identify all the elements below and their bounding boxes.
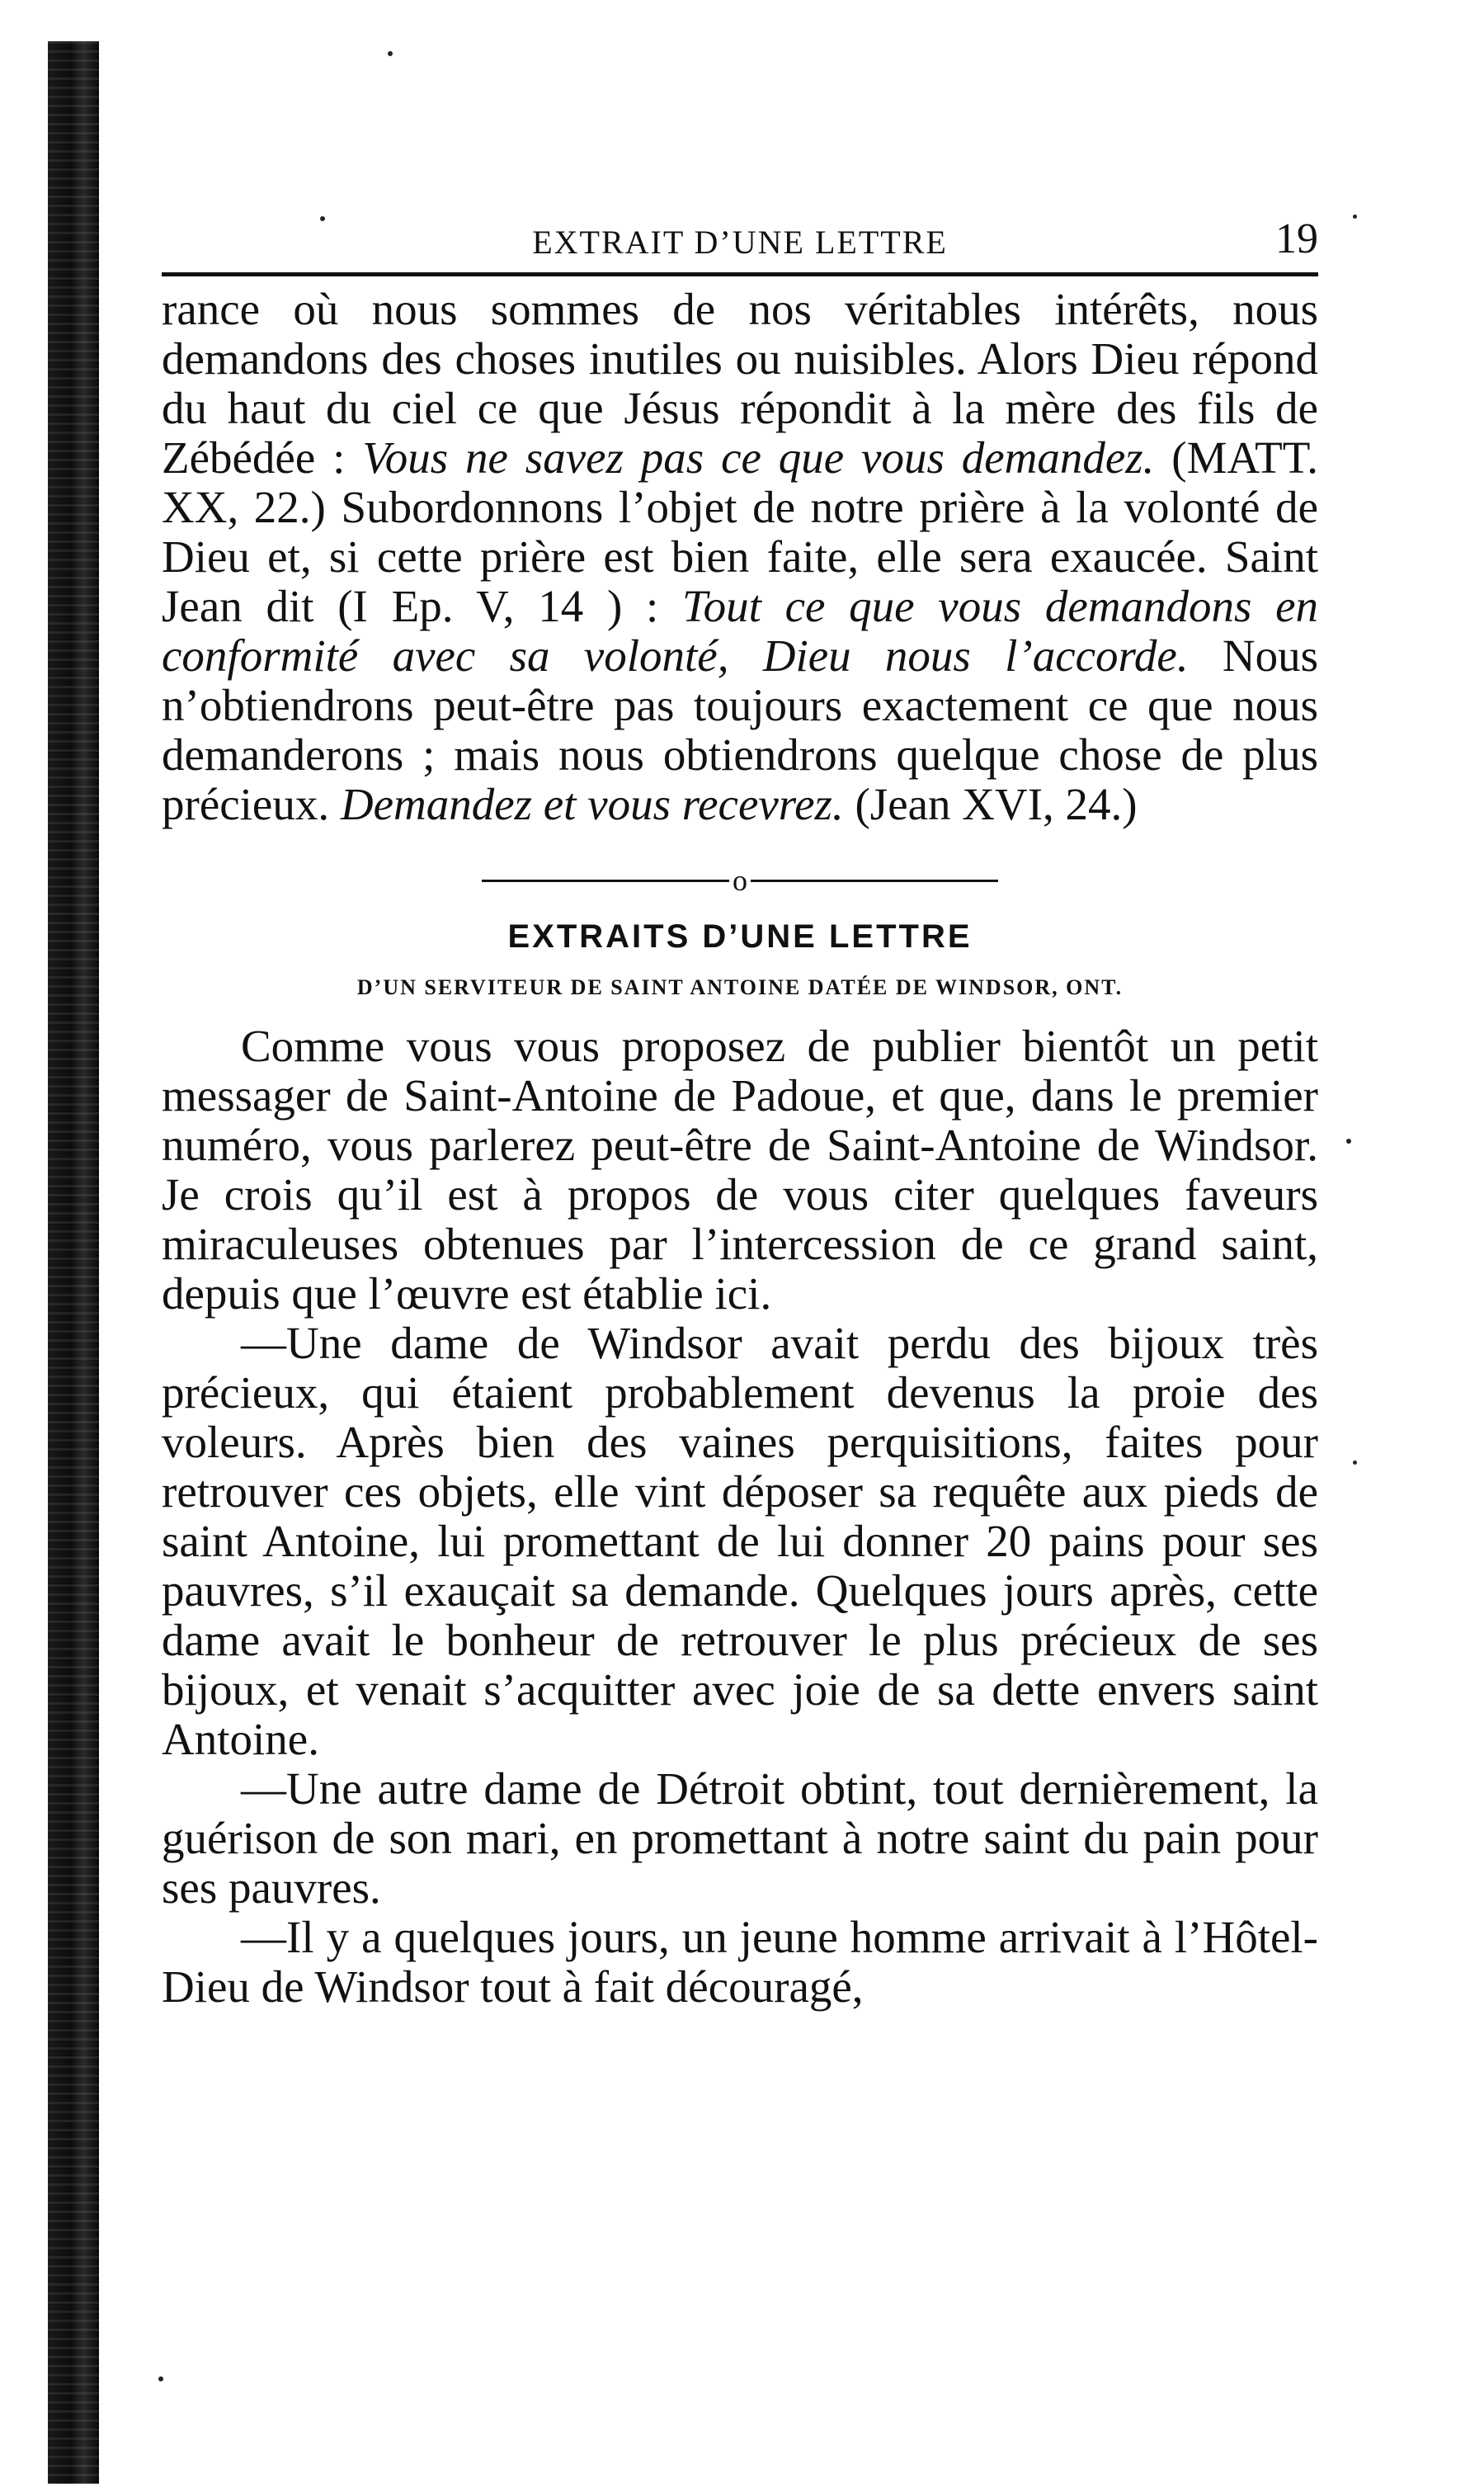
running-title: EXTRAIT D’UNE LETTRE [532, 224, 948, 261]
divider-ornament: o [733, 864, 747, 897]
body-paragraph: —Il y a quelques jours, un jeune homme arrivait à l’Hôtel-Dieu de Windsor tout à fait découragé, [162, 1912, 1318, 2012]
header-rule [162, 272, 1318, 276]
section-title: EXTRAITS D’UNE LETTRE [507, 918, 973, 955]
italic-quote: Demandez et vous recevrez. [340, 779, 844, 829]
book-page [162, 206, 1318, 2012]
body-paragraph: —Une dame de Windsor avait perdu des bijoux très précieux, qui étaient probablement devenus la proie des voleurs. Après bien des vaines perquisitions, faites pour retrouver ces objets, elle vint déposer sa requête aux pieds de saint Antoine, lui promettant de lui donner 20 pains pour ses pauvres, s’il exauçait sa demande. Quelques jours après, cette dame avait le bonheur de retrouver le plus précieux de ses bijoux, et venait s’acquitter avec joie de sa dette envers saint Antoine. [162, 1318, 1318, 1764]
italic-quote: Tout ce que vous demandons en conformité avec sa volonté, Dieu nous l’accorde. [162, 581, 1318, 681]
divider-rule-left [482, 880, 729, 882]
print-speck [1353, 215, 1357, 219]
body-paragraph: Comme vous vous proposez de publier bientôt un petit messager de Saint-Antoine de Padoue, et que, dans le premier numéro, vous parlerez peut-être de Saint-Antoine de Windsor. Je crois qu’il est à propos de vous citer quelques faveurs miraculeuses obtenues par l’intercession de ce grand saint, depuis que l’œuvre est établie ici. [162, 1021, 1318, 1319]
running-head [162, 206, 1318, 264]
text-run: rance où nous sommes de nos véritables intérêts, nous demandons des choses inutiles ou nuisibles. Alors Dieu répond du haut du ciel ce que Jésus répondit à la mère des fils de Zébédée : [162, 284, 1318, 483]
section-subtitle: D’UN SERVITEUR DE SAINT ANTOINE DATÉE DE WINDSOR, ONT. [356, 975, 1124, 999]
divider-rule-right [751, 880, 998, 882]
continuation-paragraph [162, 285, 1318, 829]
text-run: (Jean XVI, 24.) [843, 779, 1138, 829]
text-run: Nous n’obtiendrons peut-être pas toujours exactement ce que nous demanderons ; mais nous obtiendrons quelque chose de plus précieux. [162, 630, 1318, 829]
print-speck [158, 2376, 163, 2381]
body-paragraph: —Une autre dame de Détroit obtint, tout dernièrement, la guérison de son mari, en promettant à notre saint du pain pour ses pauvres. [162, 1763, 1318, 1913]
book-binding-edge [48, 41, 99, 2484]
italic-quote: Vous ne savez pas ce que vous demandez. [362, 432, 1155, 483]
section-divider [162, 864, 1318, 897]
text-run: (MATT. XX, 22.) Subordonnons l’objet de notre prière à la volonté de Dieu et, si cette prière est bien faite, elle sera exaucée. Saint Jean dit (I Ep. V, 14 ) : [162, 432, 1318, 631]
print-speck [1353, 1461, 1357, 1465]
print-speck [1346, 1139, 1351, 1144]
print-speck [388, 51, 393, 56]
page-number: 19 [1275, 215, 1318, 262]
